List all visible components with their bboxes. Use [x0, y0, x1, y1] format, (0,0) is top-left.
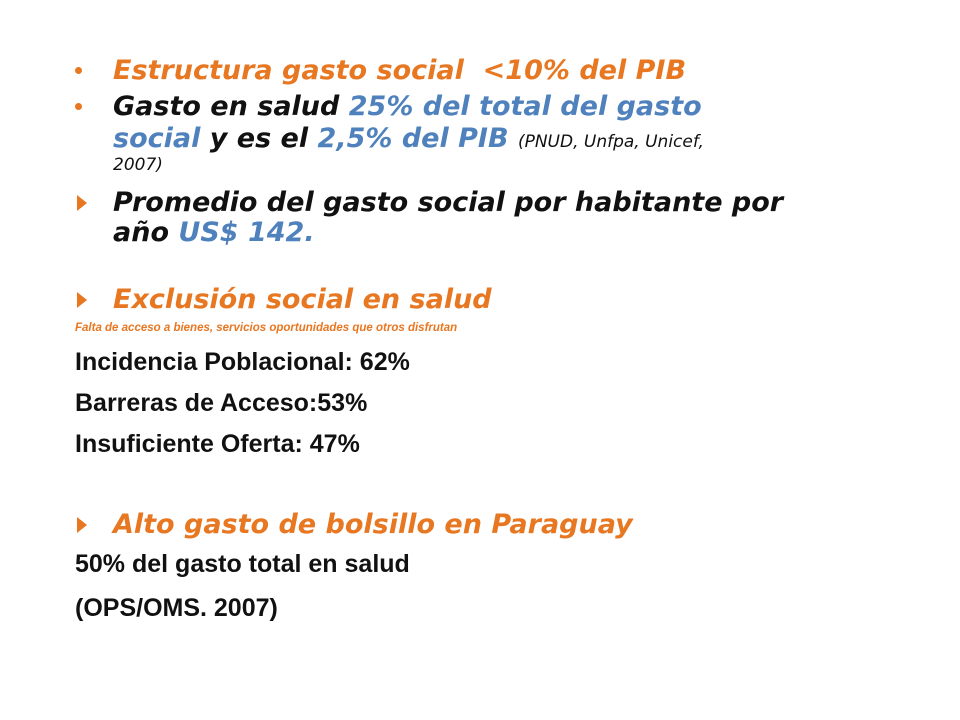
bullet-value: <10% del PIB	[482, 55, 687, 86]
arrow-bullet-icon	[77, 195, 87, 211]
bullet-lead: Gasto en salud	[113, 91, 340, 122]
bullet-label: Estructura gasto social	[113, 55, 464, 86]
bullet-mid: y es el	[209, 123, 309, 154]
bullet-pct-b: social	[113, 123, 201, 154]
exclusion-heading: Exclusión social en salud	[113, 284, 492, 315]
bullet-promedio-line1: Promedio del gasto social por habitante por	[113, 187, 784, 218]
round-bullet-icon	[75, 103, 82, 110]
round-bullet-icon	[75, 67, 82, 74]
bullet-source: (PNUD, Unfpa, Unicef,	[517, 132, 704, 152]
bullet-gasto-salud-line2	[113, 124, 704, 157]
bolsillo-line1: 50% del gasto total en salud	[75, 550, 410, 578]
bullet-source-year: 2007)	[113, 155, 163, 175]
bullet-usd: US$ 142.	[178, 217, 315, 248]
bullet-year-word: año	[113, 217, 169, 248]
arrow-bullet-icon	[77, 292, 87, 308]
bullet-promedio-line2	[113, 218, 315, 248]
bolsillo-source: (OPS/OMS. 2007)	[75, 594, 278, 622]
bullet-pct-a: 25% del total del gasto	[348, 91, 702, 122]
stat-incidencia: Incidencia Poblacional: 62%	[75, 348, 410, 376]
bolsillo-heading: Alto gasto de bolsillo en Paraguay	[113, 509, 633, 540]
bullet-estructura-gasto	[113, 56, 686, 86]
arrow-bullet-icon	[77, 517, 87, 533]
stat-oferta: Insuficiente Oferta: 47%	[75, 430, 360, 458]
bullet-pct-c: 2,5% del PIB	[317, 123, 509, 154]
bullet-gasto-salud-line1	[113, 92, 702, 122]
exclusion-note: Falta de acceso a bienes, servicios oportunidades que otros disfrutan	[75, 322, 458, 334]
stat-barreras: Barreras de Acceso:53%	[75, 389, 368, 417]
